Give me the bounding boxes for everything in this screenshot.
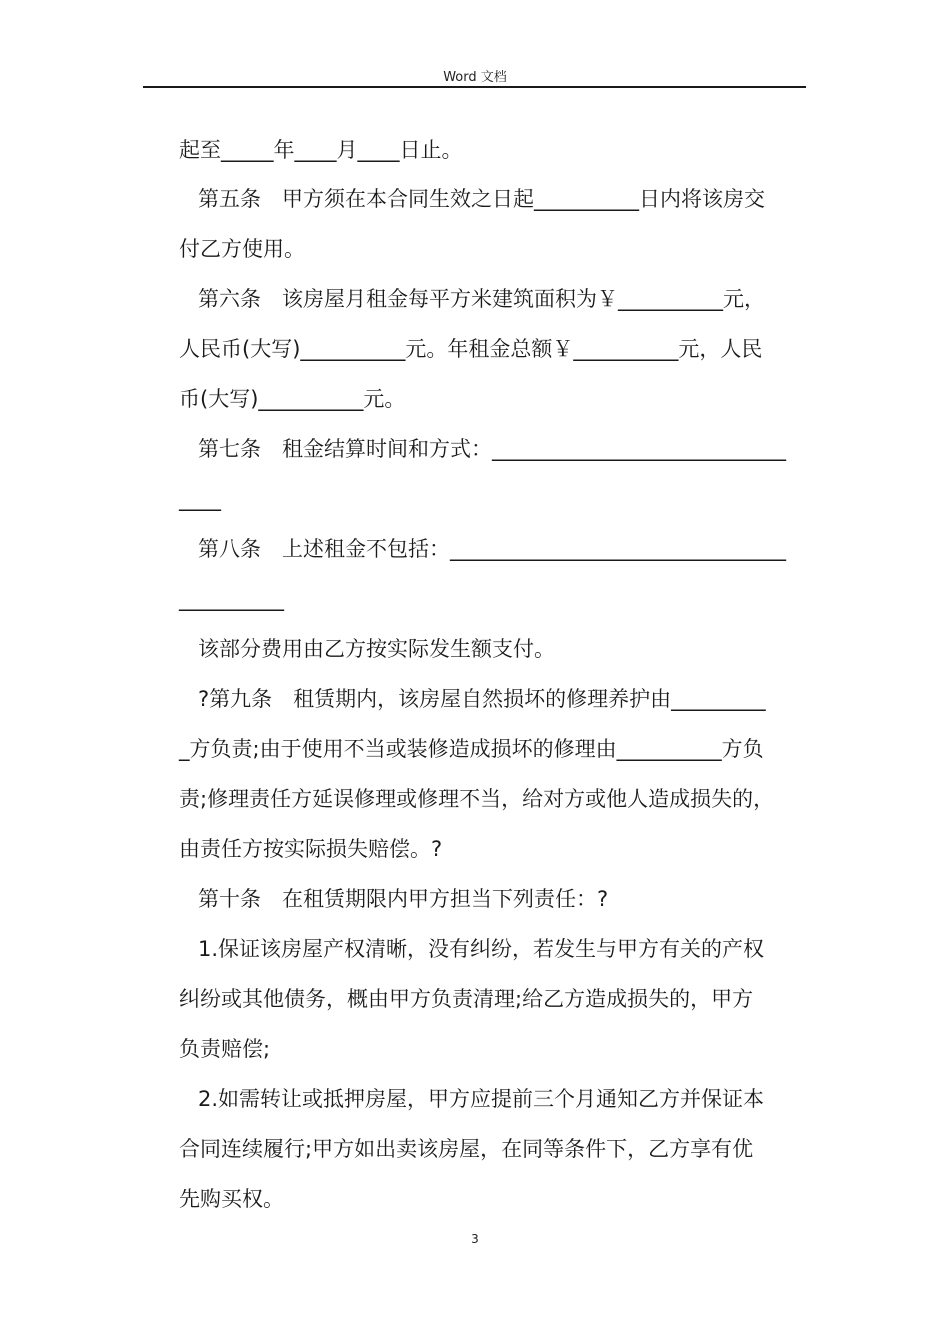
item-2-line-1: 2.如需转让或抵押房屋，甲方应提前三个月通知乙方并保证本 [198,1087,765,1111]
article-7-line-2: ____ [179,487,221,511]
article-9-line-2: _方负责;由于使用不当或装修造成损坏的修理由__________方负 [179,737,764,761]
article-7-line-1: 第七条 租金结算时间和方式：____________________________ [198,437,786,461]
text-line-1: 起至_____年____月____日止。 [179,138,463,162]
header-divider [143,86,806,88]
article-6-line-1: 第六条 该房屋月租金每平方米建筑面积为￥__________元， [198,287,765,311]
article-5-line-2: 付乙方使用。 [179,237,305,261]
page-header: Word 文档 [443,70,507,85]
article-9-line-4: 由责任方按实际损失赔偿。? [179,837,443,861]
article-8-line-1: 第八条 上述租金不包括：________________________________ [198,537,786,561]
article-6-line-2: 人民币(大写)__________元。年租金总额￥__________元，人民 [179,337,763,361]
article-10-heading: 第十条 在租赁期限内甲方担当下列责任：? [198,887,609,911]
fee-note: 该部分费用由乙方按实际发生额支付。 [198,637,555,661]
item-1-line-1: 1.保证该房屋产权清晰，没有纠纷，若发生与甲方有关的产权 [198,937,765,961]
page-number: 3 [471,1232,479,1246]
article-6-line-3: 币(大写)__________元。 [179,387,406,411]
article-8-line-2: __________ [179,587,284,611]
item-1-line-2: 纠纷或其他债务，概由甲方负责清理;给乙方造成损失的，甲方 [179,987,754,1011]
item-1-line-3: 负责赔偿; [179,1037,271,1061]
article-5-line-1: 第五条 甲方须在本合同生效之日起__________日内将该房交 [198,187,765,211]
article-9-line-1: ?第九条 租赁期内，该房屋自然损坏的修理养护由_________ [198,687,766,711]
item-2-line-3: 先购买权。 [179,1187,284,1211]
item-2-line-2: 合同连续履行;甲方如出卖该房屋，在同等条件下，乙方享有优 [179,1137,754,1161]
article-9-line-3: 责;修理责任方延误修理或修理不当，给对方或他人造成损失的， [179,787,775,811]
